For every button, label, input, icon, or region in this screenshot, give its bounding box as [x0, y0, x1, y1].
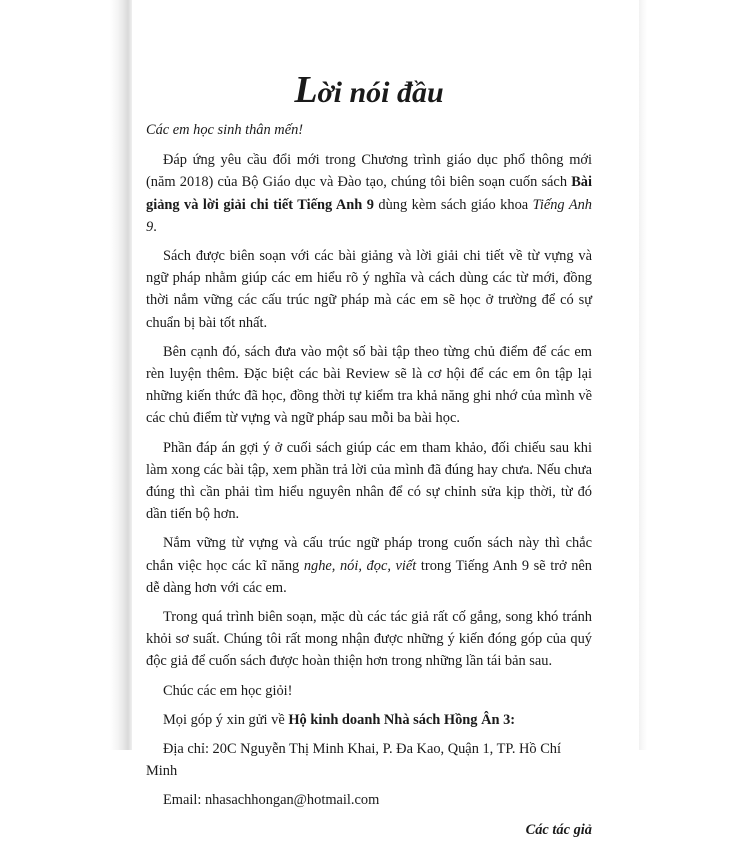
- contact-line: [146, 709, 592, 731]
- p1-textbook-name: Tiếng Anh 9: [146, 196, 593, 235]
- p5-text-c: trong Tiếng Anh 9 sẽ trở nên dễ dàng hơn với các em.: [146, 557, 593, 596]
- contact-organization: Hộ kinh doanh Nhà sách Hồng Ân 3:: [288, 711, 516, 728]
- greeting: Các em học sinh thân mến!: [146, 122, 304, 138]
- title-initial: L: [294, 69, 318, 111]
- paragraph-1: [146, 149, 592, 238]
- page-margin-right: [639, 0, 750, 750]
- p5-text-a: Nắm vững từ vựng và cấu trúc ngữ pháp trong cuốn sách này thì chắc chắn việc học các kĩ năng: [146, 535, 592, 574]
- page-title: [146, 70, 592, 113]
- preface-content: [146, 70, 592, 841]
- title-rest: ời nói đầu: [317, 76, 444, 109]
- paragraph-4: Phần đáp án gợi ý ở cuối sách giúp các em tham khảo, đối chiếu sau khi làm xong các bài tập, xem phần trả lời của mình đã đúng hay chưa. Nếu chưa đúng thì cần phải tìm hiểu nguyên nhân để có sự chỉnh sửa kịp thời, từ đó dần tiến bộ hơn.: [146, 439, 592, 523]
- paragraph-3: Bên cạnh đó, sách đưa vào một số bài tập theo từng chủ điểm để các em rèn luyện thêm. Đặc biệt các bài Review sẽ là cơ hội để các em ôn tập lại những kiến thức đã học, đồng thời tự kiểm tra khả năng ghi nhớ của mình về các chủ điểm từ vựng và ngữ pháp sau mỗi ba bài học.: [146, 343, 592, 427]
- page-shadow-left: [0, 0, 132, 750]
- contact-lead: Mọi góp ý xin gửi về: [163, 711, 289, 728]
- p1-text-a: Đáp ứng yêu cầu đổi mới trong Chương trình giáo dục phổ thông mới (năm 2018) của Bộ Giáo dục và Đào tạo, chúng tôi biên soạn cuốn sách: [146, 152, 592, 191]
- p1-text-c: dùng kèm sách giáo khoa: [373, 196, 533, 213]
- p1-book-title: Bài giảng và lời giải chi tiết Tiếng Anh 9: [146, 174, 592, 213]
- closing-wish: Chúc các em học giỏi!: [163, 682, 293, 699]
- paragraph-6: Trong quá trình biên soạn, mặc dù các tác giả rất cố gắng, song khó tránh khỏi sơ suất. Chúng tôi rất mong nhận được những ý kiến đóng góp của quý độc giả để cuốn sách được hoàn thiện hơn trong những lần tái bản sau.: [146, 609, 592, 670]
- address-line: Địa chỉ: 20C Nguyễn Thị Minh Khai, P. Đa Kao, Quận 1, TP. Hồ Chí Minh: [146, 741, 561, 780]
- p1-text-e: .: [153, 218, 157, 235]
- p5-skills: nghe, nói, đọc, viết: [303, 557, 417, 574]
- paragraph-2: Sách được biên soạn với các bài giảng và lời giải chi tiết về từ vựng và ngữ pháp nhằm giúp các em hiểu rõ ý nghĩa và cách dùng các từ mới, đồng thời nắm vững các cấu trúc ngữ pháp mà các em sẽ học ở trường để có sự chuẩn bị bài tốt nhất.: [146, 248, 592, 331]
- signature: Các tác giả: [525, 821, 592, 838]
- paragraph-5: [146, 532, 592, 599]
- email-line: Email: nhasachhongan@hotmail.com: [163, 792, 380, 809]
